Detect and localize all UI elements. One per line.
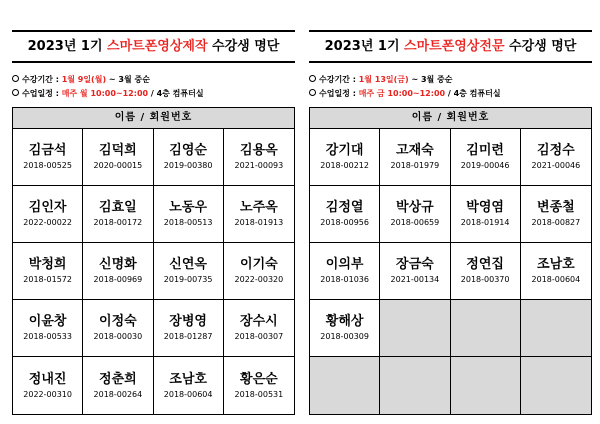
member-number: 2018-00309 — [320, 332, 369, 341]
right-roster-grid — [310, 129, 591, 414]
member-number: 2018-00264 — [93, 389, 143, 399]
left-period-end: ~ 3월 중순 — [106, 75, 150, 84]
member-number: 2018-00307 — [234, 332, 284, 341]
student-name: 김정열 — [325, 200, 364, 215]
member-number: 2018-01913 — [234, 218, 284, 227]
right-table-header: 이름 / 회원번호 — [310, 108, 591, 129]
student-cell — [224, 243, 294, 300]
member-number: 2018-00604 — [163, 389, 213, 399]
student-cell — [154, 186, 224, 243]
student-name: 장수시 — [240, 314, 278, 329]
empty-cell — [451, 300, 521, 357]
left-period-date: 1월 9일(월) — [61, 75, 107, 84]
member-number: 2018-01287 — [163, 332, 213, 341]
student-cell — [83, 129, 153, 186]
right-period-label: 수강기간 : — [319, 75, 359, 84]
member-number: 2018-01572 — [23, 275, 72, 284]
left-roster-grid — [13, 129, 294, 414]
left-title — [12, 30, 295, 63]
student-cell — [154, 300, 224, 357]
student-cell — [451, 129, 521, 186]
student-name: 조남호 — [537, 257, 575, 272]
left-schedule-line — [12, 87, 295, 101]
member-number: 2018-00827 — [531, 218, 581, 227]
left-period-line — [12, 73, 295, 87]
member-number: 2018-01979 — [390, 161, 440, 170]
member-number: 2018-00212 — [320, 161, 369, 170]
student-cell — [13, 129, 83, 186]
student-cell — [13, 186, 83, 243]
member-number: 2022-00310 — [23, 389, 72, 399]
student-name: 김효일 — [99, 200, 137, 215]
left-schedule-time: 매주 월 10:00~12:00 — [61, 89, 149, 98]
member-number: 2018-00030 — [93, 332, 143, 341]
member-number: 2018-00659 — [390, 218, 440, 227]
left-info — [12, 73, 295, 101]
left-title-prefix: 2023년 1기 — [27, 39, 108, 54]
member-number: 2018-01036 — [320, 275, 369, 284]
left-table-header: 이름 / 회원번호 — [13, 108, 294, 129]
student-cell — [154, 357, 224, 414]
student-name: 고재숙 — [396, 143, 434, 158]
student-cell — [380, 186, 450, 243]
member-number: 2020-00015 — [93, 161, 143, 170]
student-cell — [83, 243, 153, 300]
student-name: 이윤창 — [28, 314, 67, 329]
student-cell — [83, 300, 153, 357]
right-schedule-room: / 4층 컴퓨터실 — [445, 89, 501, 98]
student-name: 신연옥 — [169, 257, 207, 272]
student-name: 정내진 — [28, 371, 67, 387]
student-name: 김미련 — [466, 143, 504, 158]
student-name: 김금석 — [28, 143, 67, 158]
student-name: 강기대 — [325, 143, 364, 158]
left-roster-table — [12, 107, 295, 415]
student-name: 노주옥 — [240, 200, 278, 215]
student-name: 황해상 — [325, 314, 364, 329]
student-cell — [521, 129, 591, 186]
student-cell — [154, 243, 224, 300]
right-title-prefix: 2023년 1기 — [324, 39, 405, 54]
student-cell — [310, 186, 380, 243]
student-cell — [310, 300, 380, 357]
member-number: 2021-00093 — [234, 161, 284, 170]
right-roster-panel — [309, 30, 592, 415]
student-cell — [224, 300, 294, 357]
member-number: 2022-00022 — [23, 218, 72, 227]
right-title-suffix: 수강생 명단 — [504, 39, 577, 54]
right-course-name: 스마트폰영상전문 — [404, 39, 505, 54]
student-name: 김정수 — [537, 143, 575, 158]
empty-cell — [521, 300, 591, 357]
student-cell — [13, 243, 83, 300]
student-cell — [380, 243, 450, 300]
bullet-circle-icon — [309, 75, 316, 82]
student-cell — [451, 243, 521, 300]
left-title-suffix: 수강생 명단 — [207, 39, 280, 54]
student-cell — [224, 129, 294, 186]
bullet-circle-icon — [12, 89, 19, 96]
member-number: 2018-00969 — [93, 275, 143, 284]
student-name: 박상규 — [396, 200, 434, 215]
student-name: 김영순 — [169, 143, 207, 158]
student-name: 장병영 — [169, 314, 207, 329]
member-number: 2019-00380 — [163, 161, 213, 170]
empty-cell — [451, 357, 521, 414]
student-cell — [13, 300, 83, 357]
bullet-circle-icon — [309, 89, 316, 96]
student-name: 노동우 — [169, 200, 207, 215]
member-number: 2018-00531 — [234, 389, 284, 399]
student-name: 김인자 — [28, 200, 67, 215]
right-roster-table — [309, 107, 592, 415]
right-info — [309, 73, 592, 101]
student-name: 조남호 — [169, 371, 207, 387]
student-name: 변종철 — [537, 200, 575, 215]
student-name: 박청희 — [28, 257, 67, 272]
student-cell — [521, 186, 591, 243]
left-schedule-label: 수업일정 : — [22, 89, 62, 98]
member-number: 2018-00370 — [460, 275, 510, 284]
empty-cell — [521, 357, 591, 414]
student-cell — [13, 357, 83, 414]
member-number: 2018-00604 — [531, 275, 581, 284]
student-name: 이기숙 — [240, 257, 278, 272]
empty-cell — [380, 300, 450, 357]
student-name: 장금숙 — [396, 257, 434, 272]
student-name: 신명화 — [99, 257, 137, 272]
student-cell — [83, 186, 153, 243]
member-number: 2018-00172 — [93, 218, 143, 227]
right-schedule-label: 수업일정 : — [319, 89, 359, 98]
left-roster-panel — [12, 30, 295, 415]
student-name: 김용옥 — [240, 143, 278, 158]
member-number: 2021-00134 — [390, 275, 440, 284]
member-number: 2018-01914 — [460, 218, 510, 227]
student-name: 황은순 — [240, 371, 278, 387]
student-cell — [224, 357, 294, 414]
student-name: 박영염 — [466, 200, 504, 215]
student-name: 정춘희 — [99, 371, 137, 387]
student-name: 김덕희 — [99, 143, 137, 158]
empty-cell — [380, 357, 450, 414]
right-schedule-time: 매주 금 10:00~12:00 — [358, 89, 446, 98]
member-number: 2019-00735 — [163, 275, 213, 284]
right-period-date: 1월 13일(금) — [358, 75, 409, 84]
right-title — [309, 30, 592, 63]
student-cell — [310, 129, 380, 186]
student-name: 이의부 — [325, 257, 364, 272]
member-number: 2018-00525 — [23, 161, 72, 170]
student-name: 정연집 — [466, 257, 504, 272]
left-schedule-room: / 4층 컴퓨터실 — [148, 89, 204, 98]
student-cell — [451, 186, 521, 243]
student-cell — [380, 129, 450, 186]
student-cell — [521, 243, 591, 300]
member-number: 2021-00046 — [531, 161, 581, 170]
member-number: 2019-00046 — [460, 161, 510, 170]
student-cell — [83, 357, 153, 414]
bullet-circle-icon — [12, 75, 19, 82]
member-number: 2022-00320 — [234, 275, 284, 284]
student-cell — [154, 129, 224, 186]
member-number: 2018-00956 — [320, 218, 369, 227]
empty-cell — [310, 357, 380, 414]
student-name: 이정숙 — [99, 314, 137, 329]
member-number: 2018-00533 — [23, 332, 72, 341]
right-period-end: ~ 3월 중순 — [408, 75, 453, 84]
student-cell — [310, 243, 380, 300]
right-schedule-line — [309, 87, 592, 101]
right-period-line — [309, 73, 592, 87]
member-number: 2018-00513 — [163, 218, 213, 227]
student-cell — [224, 186, 294, 243]
left-course-name: 스마트폰영상제작 — [107, 39, 208, 54]
left-period-label: 수강기간 : — [22, 75, 62, 84]
